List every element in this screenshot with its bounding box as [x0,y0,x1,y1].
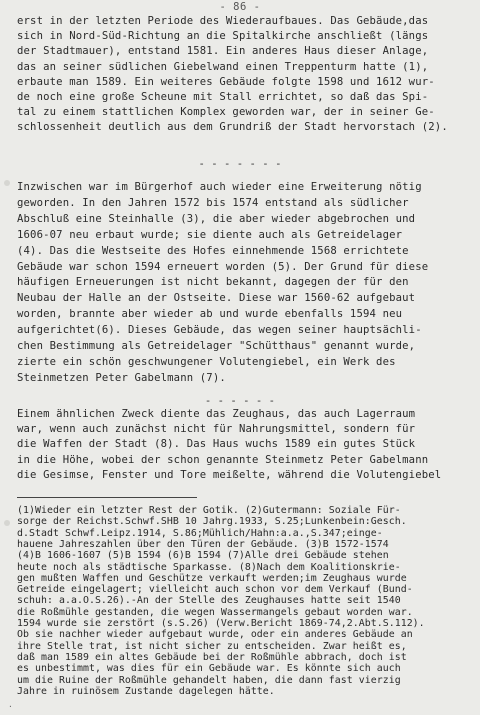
footnote-line: sorge der Reichst.Schwf.SHB 10 Jahrg.1933, S.25;Lunkenbein:Gesch. [17,516,407,528]
footnote-line: ihre Stelle trat, ist nicht sicher zu entscheiden. Zwar heißt es, [17,640,407,652]
footnote-divider [17,497,197,498]
footnote-line: die Roßmühle gestanden, die wegen Wassermangels gebaut worden war. [17,606,413,618]
footnote-line: heute noch als städtische Sparkasse. (8)Nach dem Koalitionskrie- [17,561,401,573]
punch-hole [4,520,10,526]
body-line: der Stadtmauer), entstand 1581. Ein anderes Haus dieser Anlage, [17,45,429,58]
body-line: sich in Nord-Süd-Richtung an die Spitalkirche anschließt (längs [17,30,429,43]
footnote-line: Jahre in ruinösem Zustande dagelegen hätte. [17,685,275,697]
section-separator: - - - - - - - [198,158,282,170]
body-line: war, wenn auch zunächst nicht für Nahrungsmittel, sondern für [17,423,416,436]
body-line: Inzwischen war im Bürgerhof auch wieder eine Erweiterung nötig [17,181,422,193]
footnote-line: schuh: a.a.O.S.26).-An der Stelle des Zeughauses hatte seit 1540 [17,595,401,607]
body-line: Neubau der Halle an der Ostseite. Diese war 1560-62 aufgebaut [17,292,416,305]
footnote-line: Getreide eingelagert; vielleicht auch schon vor dem Verkauf (Bund- [17,584,413,596]
page-number: - 86 - [219,1,261,13]
body-line: chen Bestimmung als Getreidelager "Schütthaus" genannt wurde, [17,340,416,352]
body-line: de noch eine große Scheune mit Stall errichtet, so daß das Spi- [17,91,429,103]
body-line: häufigen Erneuerungen ist nicht bekannt, dagegen der für den [17,276,409,289]
footnote-line: 1594 wurde sie zerstört (s.S.26) (Verw.Bericht 1869-74,2.Abt.S.112). [17,618,425,629]
footnote-line: d.Stadt Schwf.Leipz.1914, S.86;Mühlich/Hahn:a.a.,S.347;einge- [17,527,383,539]
scan-mark: · [8,702,13,711]
footnote-line: hauene Jahreszahlen über den Türen der Gebäude. (3)B 1572-1574 [17,538,389,550]
footnote-line: Ob sie nachher wieder aufgebaut wurde, oder ein anderes Gebäude an [17,629,413,641]
body-line: aufgerichtet(6). Dieses Gebäude, das wegen seiner hauptsächli- [17,324,422,337]
body-line: worden, brannte aber wieder ab und wurde ebenfalls 1594 neu [17,308,403,321]
footnote-line: (1)Wieder ein letzter Rest der Gotik. (2)Gutermann: Soziale Für- [17,505,401,516]
body-line: das an seiner südlichen Giebelwand einen Treppenturm hatte (1), [17,60,429,73]
punch-hole [4,180,10,186]
body-line: tal zu einem stattlichen Komplex geworden war, der in seiner Ge- [17,106,435,119]
footnote-line: daß man 1589 ein altes Gebäude bei der Roßmühle abbrach, doch ist [17,651,407,663]
footnote-line: um die Ruine der Roßmühle gehandelt haben, die dann fast vierzig [17,674,401,686]
body-line: die Waffen der Stadt (8). Das Haus wuchs 1589 ein gutes Stück [17,438,416,451]
body-line: zierte ein schön geschwungener Volutengiebel, ein Werk des [17,355,396,368]
footnote-line: es unbestimmt, was dies für ein Gebäude war. Es könnte sich auch [17,663,401,675]
body-line: Steinmetzen Peter Gabelmann (7). [17,371,226,384]
body-line: (4). Das die Westseite des Hofes einnehmende 1568 errichtete [17,244,409,257]
body-line: geworden. In den Jahren 1572 bis 1574 entstand als südlicher [17,196,409,209]
footnote-line: gen mußten Waffen und Geschütze verkauft werden;im Zeughaus wurde [17,572,407,584]
section-separator: - - - - - - [204,395,276,407]
body-line: 1606-07 neu erbaut wurde; sie diente auch als Getreidelager [17,228,403,241]
body-line: in die Höhe, wobei der schon genannte Steinmetz Peter Gabelmann [17,453,429,466]
body-line: die Gesimse, Fenster und Tore meißelte, während die Volutengiebel [17,468,442,481]
body-line: Einem ähnlichen Zweck diente das Zeughaus, das auch Lagerraum [17,408,416,420]
body-line: schlossenheit deutlich aus dem Grundriß der Stadt hervorstach (2). [17,121,448,134]
body-line: erst in der letzten Periode des Wiederaufbaues. Das Gebäude,das [17,15,429,27]
footnote-line: (4)B 1606-1607 (5)B 1594 (6)B 1594 (7)Alle drei Gebäude stehen [17,550,389,562]
body-line: Gebäude war schon 1594 erneuert worden (5). Der Grund für diese [17,260,429,273]
body-line: Abschluß eine Steinhalle (3), die aber wieder abgebrochen und [17,212,416,225]
body-line: erbaute man 1589. Ein weiteres Gebäude folgte 1598 und 1612 wur- [17,75,435,88]
